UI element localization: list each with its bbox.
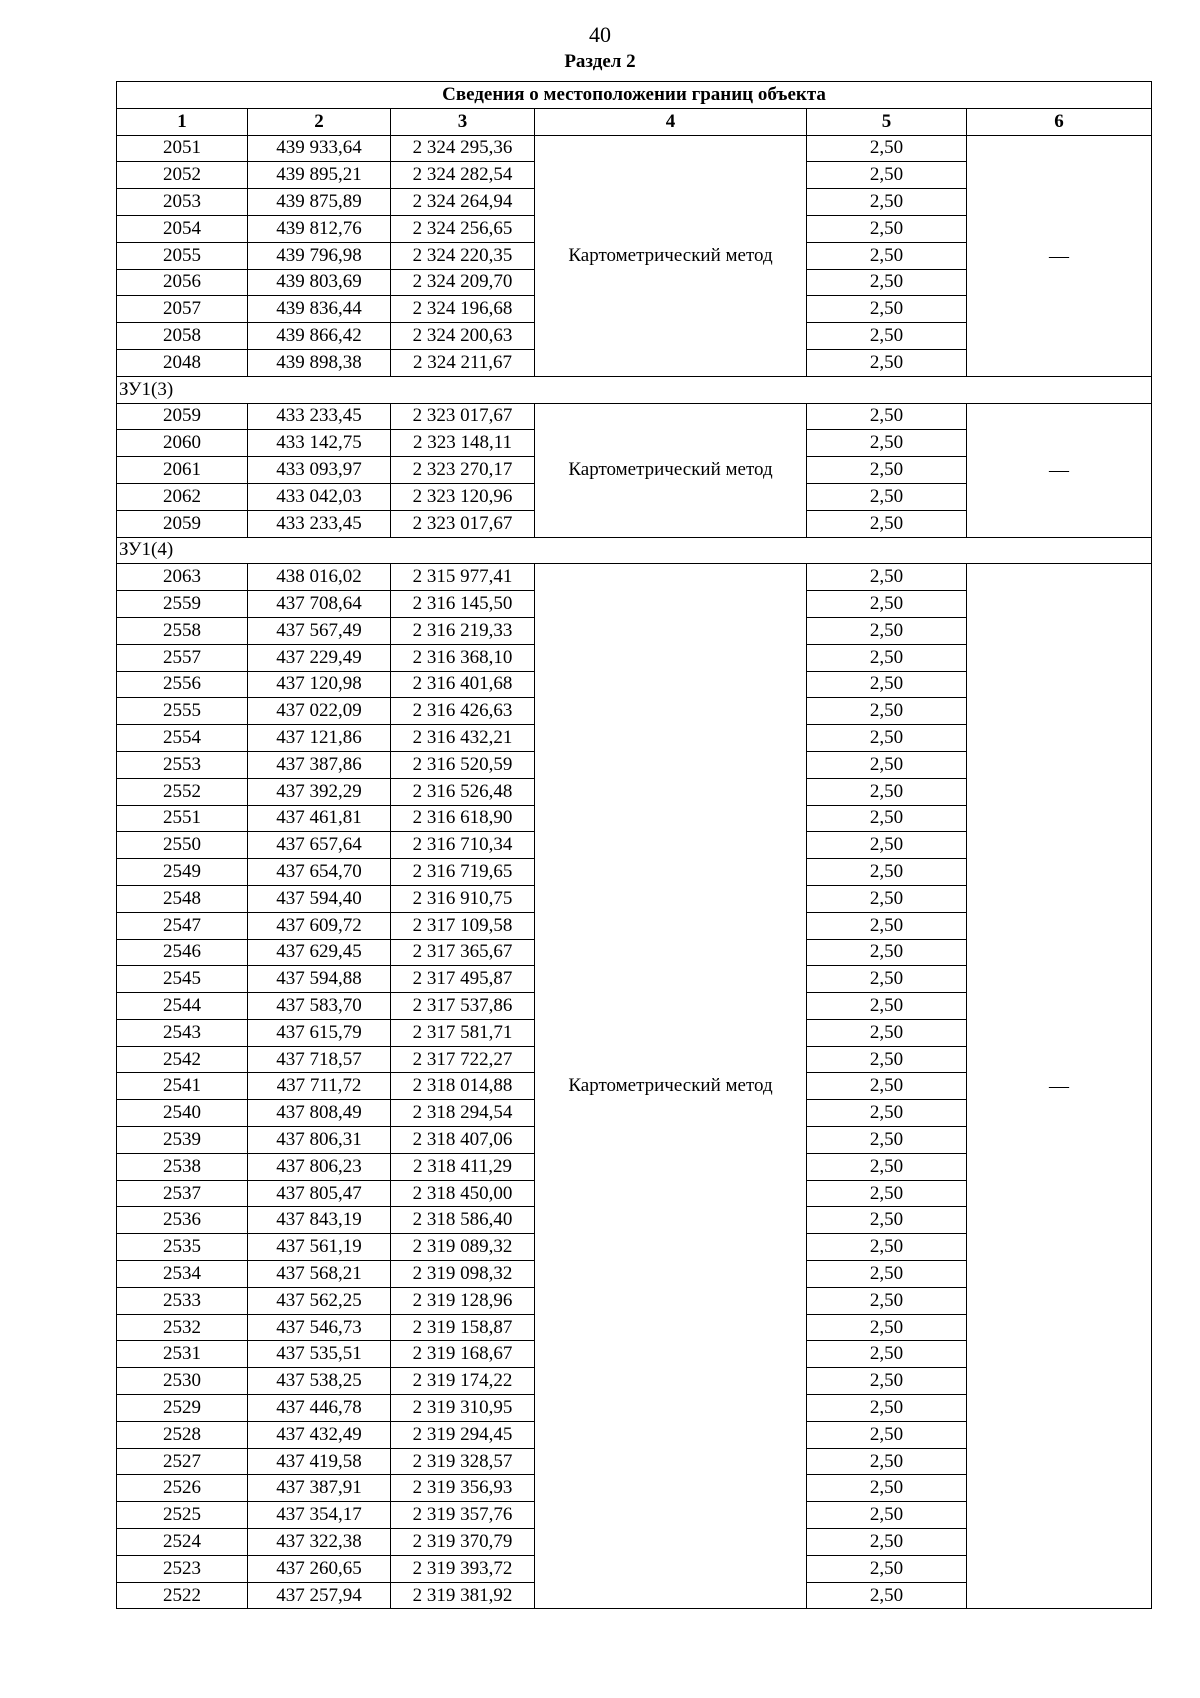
accuracy-cell: 2,50 [807, 1234, 967, 1261]
y-coordinate-cell: 2 316 401,68 [391, 671, 535, 698]
accuracy-cell: 2,50 [807, 805, 967, 832]
group-header-row [117, 537, 1152, 564]
accuracy-cell: 2,50 [807, 1529, 967, 1556]
accuracy-cell: 2,50 [807, 1582, 967, 1609]
x-coordinate-cell: 439 796,98 [248, 242, 391, 269]
accuracy-cell: 2,50 [807, 1421, 967, 1448]
accuracy-cell: 2,50 [807, 751, 967, 778]
accuracy-cell: 2,50 [807, 483, 967, 510]
accuracy-cell: 2,50 [807, 591, 967, 618]
point-number-cell: 2052 [117, 162, 248, 189]
x-coordinate-cell: 437 354,17 [248, 1502, 391, 1529]
point-number-cell: 2543 [117, 1019, 248, 1046]
column-number: 2 [248, 108, 391, 135]
x-coordinate-cell: 437 567,49 [248, 617, 391, 644]
accuracy-cell: 2,50 [807, 430, 967, 457]
point-number-cell: 2545 [117, 966, 248, 993]
y-coordinate-cell: 2 324 209,70 [391, 269, 535, 296]
y-coordinate-cell: 2 318 014,88 [391, 1073, 535, 1100]
x-coordinate-cell: 439 803,69 [248, 269, 391, 296]
accuracy-cell: 2,50 [807, 1180, 967, 1207]
x-coordinate-cell: 437 654,70 [248, 859, 391, 886]
accuracy-cell: 2,50 [807, 1555, 967, 1582]
column-number: 1 [117, 108, 248, 135]
x-coordinate-cell: 433 042,03 [248, 483, 391, 510]
accuracy-cell: 2,50 [807, 1073, 967, 1100]
accuracy-cell: 2,50 [807, 617, 967, 644]
y-coordinate-cell: 2 316 145,50 [391, 591, 535, 618]
point-number-cell: 2063 [117, 564, 248, 591]
group-label: ЗУ1(4) [117, 537, 1152, 564]
method-cell: Картометрический метод [535, 403, 807, 537]
x-coordinate-cell: 437 392,29 [248, 778, 391, 805]
y-coordinate-cell: 2 316 526,48 [391, 778, 535, 805]
point-number-cell: 2540 [117, 1100, 248, 1127]
x-coordinate-cell: 433 233,45 [248, 510, 391, 537]
column-number-row [117, 108, 1152, 135]
x-coordinate-cell: 438 016,02 [248, 564, 391, 591]
point-number-cell: 2557 [117, 644, 248, 671]
x-coordinate-cell: 437 568,21 [248, 1261, 391, 1288]
accuracy-cell: 2,50 [807, 1341, 967, 1368]
x-coordinate-cell: 437 120,98 [248, 671, 391, 698]
y-coordinate-cell: 2 324 282,54 [391, 162, 535, 189]
y-coordinate-cell: 2 319 328,57 [391, 1448, 535, 1475]
point-number-cell: 2059 [117, 403, 248, 430]
x-coordinate-cell: 437 538,25 [248, 1368, 391, 1395]
group-header-row [117, 376, 1152, 403]
y-coordinate-cell: 2 315 977,41 [391, 564, 535, 591]
y-coordinate-cell: 2 316 426,63 [391, 698, 535, 725]
point-number-cell: 2552 [117, 778, 248, 805]
x-coordinate-cell: 437 806,31 [248, 1127, 391, 1154]
accuracy-cell: 2,50 [807, 725, 967, 752]
y-coordinate-cell: 2 316 432,21 [391, 725, 535, 752]
x-coordinate-cell: 437 562,25 [248, 1287, 391, 1314]
accuracy-cell: 2,50 [807, 993, 967, 1020]
point-number-cell: 2554 [117, 725, 248, 752]
column-6-cell: — [967, 135, 1152, 376]
y-coordinate-cell: 2 317 537,86 [391, 993, 535, 1020]
accuracy-cell: 2,50 [807, 564, 967, 591]
accuracy-cell: 2,50 [807, 403, 967, 430]
y-coordinate-cell: 2 323 017,67 [391, 510, 535, 537]
y-coordinate-cell: 2 318 407,06 [391, 1127, 535, 1154]
point-number-cell: 2556 [117, 671, 248, 698]
y-coordinate-cell: 2 318 411,29 [391, 1153, 535, 1180]
y-coordinate-cell: 2 319 357,76 [391, 1502, 535, 1529]
point-number-cell: 2053 [117, 189, 248, 216]
accuracy-cell: 2,50 [807, 135, 967, 162]
point-number-cell: 2553 [117, 751, 248, 778]
point-number-cell: 2538 [117, 1153, 248, 1180]
x-coordinate-cell: 439 933,64 [248, 135, 391, 162]
accuracy-cell: 2,50 [807, 189, 967, 216]
table-caption-row [117, 82, 1152, 109]
section-title: Раздел 2 [564, 51, 636, 72]
point-number-cell: 2559 [117, 591, 248, 618]
method-cell: Картометрический метод [535, 564, 807, 1609]
column-number: 6 [967, 108, 1152, 135]
accuracy-cell: 2,50 [807, 1502, 967, 1529]
x-coordinate-cell: 437 535,51 [248, 1341, 391, 1368]
point-number-cell: 2541 [117, 1073, 248, 1100]
point-number-cell: 2525 [117, 1502, 248, 1529]
accuracy-cell: 2,50 [807, 323, 967, 350]
x-coordinate-cell: 433 142,75 [248, 430, 391, 457]
x-coordinate-cell: 437 322,38 [248, 1529, 391, 1556]
accuracy-cell: 2,50 [807, 1448, 967, 1475]
x-coordinate-cell: 439 898,38 [248, 349, 391, 376]
page-number: 40 [589, 22, 611, 47]
y-coordinate-cell: 2 319 089,32 [391, 1234, 535, 1261]
accuracy-cell: 2,50 [807, 1368, 967, 1395]
point-number-cell: 2524 [117, 1529, 248, 1556]
y-coordinate-cell: 2 319 310,95 [391, 1395, 535, 1422]
y-coordinate-cell: 2 324 256,65 [391, 215, 535, 242]
y-coordinate-cell: 2 317 109,58 [391, 912, 535, 939]
y-coordinate-cell: 2 319 356,93 [391, 1475, 535, 1502]
x-coordinate-cell: 439 875,89 [248, 189, 391, 216]
boundary-coordinates-table [116, 81, 1152, 1609]
table-row [117, 135, 1152, 162]
accuracy-cell: 2,50 [807, 215, 967, 242]
x-coordinate-cell: 437 260,65 [248, 1555, 391, 1582]
column-number: 3 [391, 108, 535, 135]
y-coordinate-cell: 2 319 098,32 [391, 1261, 535, 1288]
point-number-cell: 2528 [117, 1421, 248, 1448]
accuracy-cell: 2,50 [807, 1261, 967, 1288]
accuracy-cell: 2,50 [807, 1153, 967, 1180]
table-row [117, 403, 1152, 430]
point-number-cell: 2532 [117, 1314, 248, 1341]
y-coordinate-cell: 2 323 270,17 [391, 457, 535, 484]
y-coordinate-cell: 2 317 722,27 [391, 1046, 535, 1073]
y-coordinate-cell: 2 316 910,75 [391, 885, 535, 912]
y-coordinate-cell: 2 318 586,40 [391, 1207, 535, 1234]
point-number-cell: 2527 [117, 1448, 248, 1475]
x-coordinate-cell: 437 583,70 [248, 993, 391, 1020]
x-coordinate-cell: 437 708,64 [248, 591, 391, 618]
x-coordinate-cell: 437 808,49 [248, 1100, 391, 1127]
point-number-cell: 2558 [117, 617, 248, 644]
y-coordinate-cell: 2 316 219,33 [391, 617, 535, 644]
point-number-cell: 2533 [117, 1287, 248, 1314]
x-coordinate-cell: 439 866,42 [248, 323, 391, 350]
x-coordinate-cell: 439 895,21 [248, 162, 391, 189]
x-coordinate-cell: 437 805,47 [248, 1180, 391, 1207]
table-caption: Сведения о местоположении границ объекта [117, 82, 1152, 109]
point-number-cell: 2551 [117, 805, 248, 832]
x-coordinate-cell: 437 121,86 [248, 725, 391, 752]
accuracy-cell: 2,50 [807, 1127, 967, 1154]
y-coordinate-cell: 2 319 294,45 [391, 1421, 535, 1448]
accuracy-cell: 2,50 [807, 349, 967, 376]
y-coordinate-cell: 2 324 295,36 [391, 135, 535, 162]
accuracy-cell: 2,50 [807, 1475, 967, 1502]
x-coordinate-cell: 433 233,45 [248, 403, 391, 430]
y-coordinate-cell: 2 319 168,67 [391, 1341, 535, 1368]
y-coordinate-cell: 2 316 710,34 [391, 832, 535, 859]
method-cell: Картометрический метод [535, 135, 807, 376]
point-number-cell: 2544 [117, 993, 248, 1020]
y-coordinate-cell: 2 319 393,72 [391, 1555, 535, 1582]
x-coordinate-cell: 437 594,40 [248, 885, 391, 912]
point-number-cell: 2555 [117, 698, 248, 725]
y-coordinate-cell: 2 319 128,96 [391, 1287, 535, 1314]
point-number-cell: 2048 [117, 349, 248, 376]
x-coordinate-cell: 437 615,79 [248, 1019, 391, 1046]
y-coordinate-cell: 2 318 450,00 [391, 1180, 535, 1207]
accuracy-cell: 2,50 [807, 1314, 967, 1341]
y-coordinate-cell: 2 323 017,67 [391, 403, 535, 430]
point-number-cell: 2530 [117, 1368, 248, 1395]
point-number-cell: 2549 [117, 859, 248, 886]
point-number-cell: 2057 [117, 296, 248, 323]
x-coordinate-cell: 437 419,58 [248, 1448, 391, 1475]
y-coordinate-cell: 2 324 196,68 [391, 296, 535, 323]
accuracy-cell: 2,50 [807, 269, 967, 296]
column-number: 4 [535, 108, 807, 135]
accuracy-cell: 2,50 [807, 1207, 967, 1234]
column-number: 5 [807, 108, 967, 135]
point-number-cell: 2060 [117, 430, 248, 457]
accuracy-cell: 2,50 [807, 162, 967, 189]
point-number-cell: 2535 [117, 1234, 248, 1261]
accuracy-cell: 2,50 [807, 939, 967, 966]
point-number-cell: 2059 [117, 510, 248, 537]
x-coordinate-cell: 437 229,49 [248, 644, 391, 671]
y-coordinate-cell: 2 323 148,11 [391, 430, 535, 457]
y-coordinate-cell: 2 317 581,71 [391, 1019, 535, 1046]
accuracy-cell: 2,50 [807, 671, 967, 698]
x-coordinate-cell: 437 843,19 [248, 1207, 391, 1234]
accuracy-cell: 2,50 [807, 1046, 967, 1073]
point-number-cell: 2526 [117, 1475, 248, 1502]
y-coordinate-cell: 2 324 200,63 [391, 323, 535, 350]
y-coordinate-cell: 2 316 618,90 [391, 805, 535, 832]
y-coordinate-cell: 2 317 365,67 [391, 939, 535, 966]
y-coordinate-cell: 2 316 368,10 [391, 644, 535, 671]
x-coordinate-cell: 437 432,49 [248, 1421, 391, 1448]
point-number-cell: 2522 [117, 1582, 248, 1609]
point-number-cell: 2536 [117, 1207, 248, 1234]
accuracy-cell: 2,50 [807, 832, 967, 859]
y-coordinate-cell: 2 316 719,65 [391, 859, 535, 886]
accuracy-cell: 2,50 [807, 966, 967, 993]
table-body [117, 135, 1152, 1609]
accuracy-cell: 2,50 [807, 912, 967, 939]
point-number-cell: 2055 [117, 242, 248, 269]
accuracy-cell: 2,50 [807, 1100, 967, 1127]
y-coordinate-cell: 2 324 220,35 [391, 242, 535, 269]
x-coordinate-cell: 437 022,09 [248, 698, 391, 725]
point-number-cell: 2548 [117, 885, 248, 912]
point-number-cell: 2542 [117, 1046, 248, 1073]
accuracy-cell: 2,50 [807, 778, 967, 805]
point-number-cell: 2546 [117, 939, 248, 966]
x-coordinate-cell: 437 461,81 [248, 805, 391, 832]
y-coordinate-cell: 2 323 120,96 [391, 483, 535, 510]
y-coordinate-cell: 2 319 158,87 [391, 1314, 535, 1341]
x-coordinate-cell: 437 806,23 [248, 1153, 391, 1180]
accuracy-cell: 2,50 [807, 510, 967, 537]
y-coordinate-cell: 2 319 381,92 [391, 1582, 535, 1609]
x-coordinate-cell: 437 629,45 [248, 939, 391, 966]
x-coordinate-cell: 437 711,72 [248, 1073, 391, 1100]
point-number-cell: 2547 [117, 912, 248, 939]
x-coordinate-cell: 439 812,76 [248, 215, 391, 242]
x-coordinate-cell: 437 609,72 [248, 912, 391, 939]
x-coordinate-cell: 437 257,94 [248, 1582, 391, 1609]
table-row [117, 564, 1152, 591]
group-label: ЗУ1(3) [117, 376, 1152, 403]
point-number-cell: 2539 [117, 1127, 248, 1154]
point-number-cell: 2523 [117, 1555, 248, 1582]
accuracy-cell: 2,50 [807, 885, 967, 912]
point-number-cell: 2058 [117, 323, 248, 350]
accuracy-cell: 2,50 [807, 644, 967, 671]
x-coordinate-cell: 437 561,19 [248, 1234, 391, 1261]
y-coordinate-cell: 2 324 211,67 [391, 349, 535, 376]
accuracy-cell: 2,50 [807, 1019, 967, 1046]
point-number-cell: 2061 [117, 457, 248, 484]
y-coordinate-cell: 2 319 174,22 [391, 1368, 535, 1395]
accuracy-cell: 2,50 [807, 242, 967, 269]
point-number-cell: 2534 [117, 1261, 248, 1288]
y-coordinate-cell: 2 319 370,79 [391, 1529, 535, 1556]
point-number-cell: 2051 [117, 135, 248, 162]
x-coordinate-cell: 433 093,97 [248, 457, 391, 484]
accuracy-cell: 2,50 [807, 859, 967, 886]
y-coordinate-cell: 2 324 264,94 [391, 189, 535, 216]
y-coordinate-cell: 2 317 495,87 [391, 966, 535, 993]
accuracy-cell: 2,50 [807, 698, 967, 725]
x-coordinate-cell: 437 546,73 [248, 1314, 391, 1341]
y-coordinate-cell: 2 318 294,54 [391, 1100, 535, 1127]
point-number-cell: 2056 [117, 269, 248, 296]
x-coordinate-cell: 437 594,88 [248, 966, 391, 993]
x-coordinate-cell: 439 836,44 [248, 296, 391, 323]
y-coordinate-cell: 2 316 520,59 [391, 751, 535, 778]
accuracy-cell: 2,50 [807, 1287, 967, 1314]
column-6-cell: — [967, 564, 1152, 1609]
x-coordinate-cell: 437 446,78 [248, 1395, 391, 1422]
accuracy-cell: 2,50 [807, 296, 967, 323]
point-number-cell: 2054 [117, 215, 248, 242]
x-coordinate-cell: 437 718,57 [248, 1046, 391, 1073]
point-number-cell: 2550 [117, 832, 248, 859]
x-coordinate-cell: 437 387,86 [248, 751, 391, 778]
x-coordinate-cell: 437 387,91 [248, 1475, 391, 1502]
column-6-cell: — [967, 403, 1152, 537]
point-number-cell: 2062 [117, 483, 248, 510]
point-number-cell: 2529 [117, 1395, 248, 1422]
accuracy-cell: 2,50 [807, 1395, 967, 1422]
x-coordinate-cell: 437 657,64 [248, 832, 391, 859]
point-number-cell: 2537 [117, 1180, 248, 1207]
accuracy-cell: 2,50 [807, 457, 967, 484]
point-number-cell: 2531 [117, 1341, 248, 1368]
